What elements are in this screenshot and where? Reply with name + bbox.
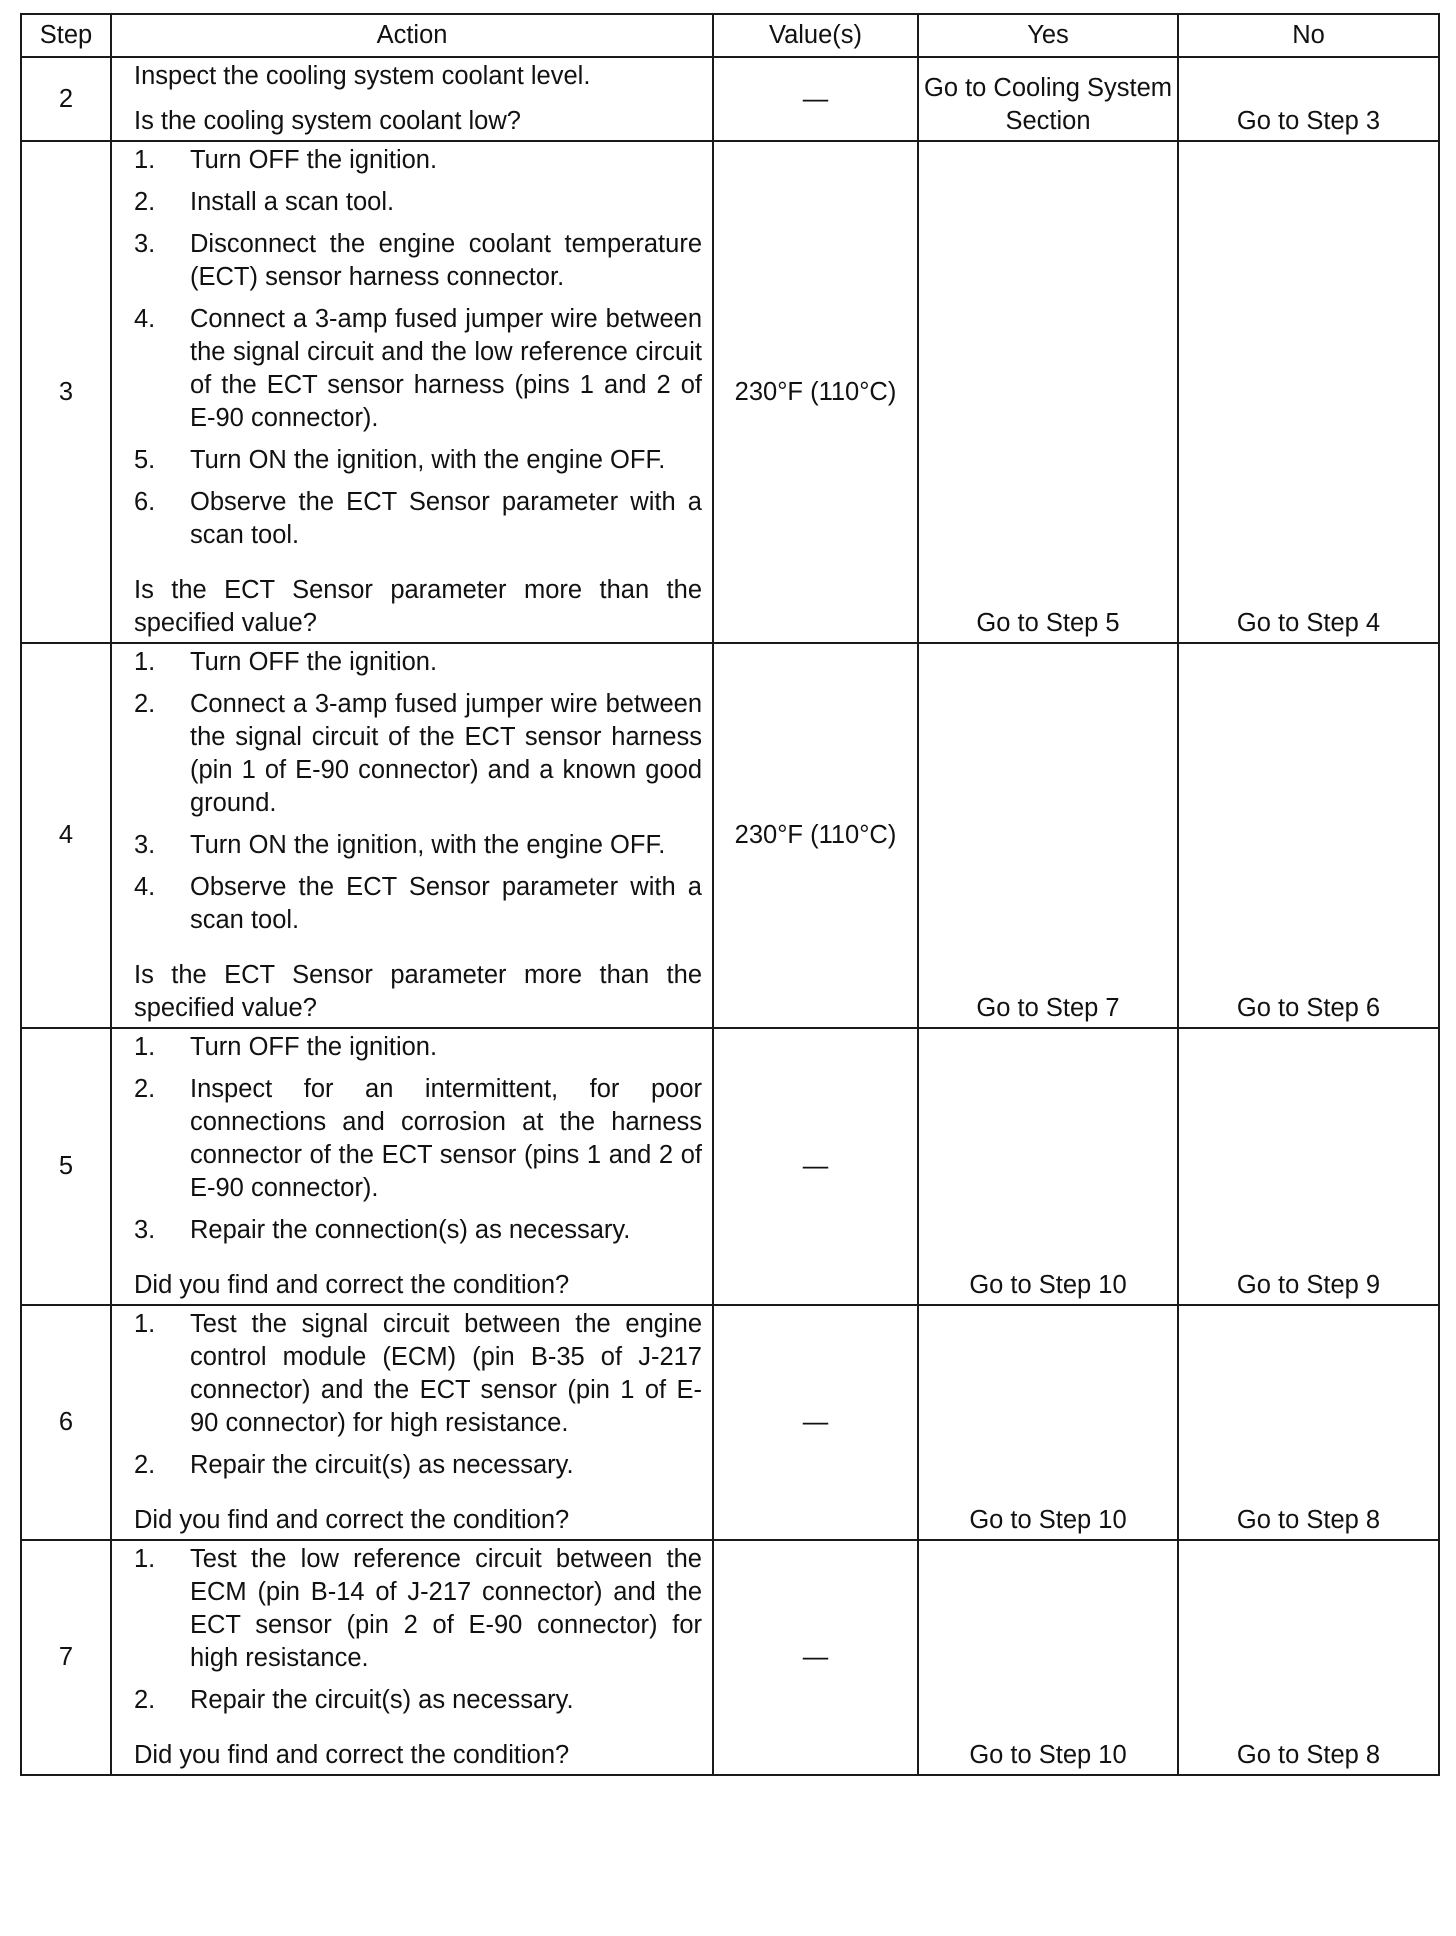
value-cell: — [713,57,918,141]
value-cell: 230°F (110°C) [713,141,918,643]
action-number: 1. [134,1033,156,1061]
yes-cell: Go to Step 10 [918,1305,1178,1540]
yes-cell: Go to Step 5 [918,141,1178,643]
list-item [134,688,702,820]
action-list [134,1308,702,1482]
action-text: Turn OFF the ignition. [190,146,438,174]
action-text: Test the signal circuit between the engine control module (ECM) (pin B-35 of J-217 connector) and the ECT sensor (pin 1 of E-90 connector) for high resistance. [190,1310,702,1437]
action-text: Repair the circuit(s) as necessary. [190,1686,574,1714]
action-question: Did you find and correct the condition? [134,1741,570,1769]
no-cell: Go to Step 8 [1178,1305,1439,1540]
action-text: Turn ON the ignition, with the engine OFF. [190,831,666,859]
no-cell: Go to Step 3 [1178,57,1439,141]
no-cell: Go to Step 4 [1178,141,1439,643]
header-values: Value(s) [713,14,918,57]
no-cell: Go to Step 6 [1178,643,1439,1028]
action-text: Inspect for an intermittent, for poor connections and corrosion at the harness connector of the ECT sensor (pins 1 and 2 of E-90 connector). [190,1075,702,1202]
step-number: 4 [21,643,111,1028]
step-number: 3 [21,141,111,643]
step-number: 7 [21,1540,111,1775]
table-row [21,1305,1439,1540]
action-cell [111,57,713,141]
action-list [134,1543,702,1717]
action-number: 4. [134,305,156,333]
action-text: Turn OFF the ignition. [190,648,438,676]
value-cell: — [713,1305,918,1540]
action-question: Is the ECT Sensor parameter more than the specified value? [134,576,702,637]
header-step: Step [21,14,111,57]
action-cell [111,1540,713,1775]
table-row [21,57,1439,141]
action-number: 1. [134,146,156,174]
action-question: Did you find and correct the condition? [134,1271,570,1299]
action-number: 2. [134,1075,156,1103]
action-number: 2. [134,1451,156,1479]
table-row [21,643,1439,1028]
step-number: 2 [21,57,111,141]
list-item [134,144,702,177]
action-number: 4. [134,873,156,901]
header-action: Action [111,14,713,57]
no-cell: Go to Step 9 [1178,1028,1439,1305]
action-text: Connect a 3-amp fused jumper wire between the signal circuit of the ECT sensor harness (pin 1 of E-90 connector) and a known good ground. [190,690,702,817]
value-cell: — [713,1540,918,1775]
action-list [134,646,702,937]
value-cell: — [713,1028,918,1305]
action-cell [111,1028,713,1305]
step-number: 6 [21,1305,111,1540]
action-number: 6. [134,488,156,516]
action-number: 1. [134,1310,156,1338]
action-number: 2. [134,1686,156,1714]
table-body [21,57,1439,1775]
list-item [134,1031,702,1064]
action-text: Turn ON the ignition, with the engine OFF. [190,446,666,474]
action-question: Is the ECT Sensor parameter more than the specified value? [134,961,702,1022]
list-item [134,444,702,477]
list-item [134,228,702,294]
table-row [21,141,1439,643]
action-list [134,1031,702,1247]
action-number: 3. [134,1216,156,1244]
list-item [134,303,702,435]
action-number: 5. [134,446,156,474]
action-text: Observe the ECT Sensor parameter with a scan tool. [190,488,702,549]
action-text: Observe the ECT Sensor parameter with a scan tool. [190,873,702,934]
table-row [21,1540,1439,1775]
action-text: Disconnect the engine coolant temperature (ECT) sensor harness connector. [190,230,702,291]
header-yes: Yes [918,14,1178,57]
list-item [134,1073,702,1205]
yes-cell: Go to Step 10 [918,1540,1178,1775]
action-number: 1. [134,1545,156,1573]
value-cell: 230°F (110°C) [713,643,918,1028]
action-cell [111,1305,713,1540]
list-item [134,1684,702,1717]
list-item [134,1214,702,1247]
diagnostic-table [20,13,1440,1776]
yes-cell: Go to Step 7 [918,643,1178,1028]
action-number: 3. [134,831,156,859]
list-item [134,1449,702,1482]
action-text: Repair the circuit(s) as necessary. [190,1451,574,1479]
action-cell [111,141,713,643]
list-item [134,646,702,679]
list-item [134,829,702,862]
action-number: 2. [134,690,156,718]
list-item [134,186,702,219]
list-item [134,1543,702,1675]
step-number: 5 [21,1028,111,1305]
header-no: No [1178,14,1439,57]
action-text: Install a scan tool. [190,188,395,216]
yes-cell: Go to Step 10 [918,1028,1178,1305]
action-number: 2. [134,188,156,216]
table-row [21,1028,1439,1305]
action-intro: Inspect the cooling system coolant level. [134,62,591,90]
action-text: Repair the connection(s) as necessary. [190,1216,631,1244]
action-text: Turn OFF the ignition. [190,1033,438,1061]
list-item [134,486,702,552]
action-number: 3. [134,230,156,258]
action-text: Connect a 3-amp fused jumper wire between the signal circuit and the low reference circuit of the ECT sensor harness (pins 1 and 2 of E-90 connector). [190,305,702,432]
list-item [134,1308,702,1440]
action-cell [111,643,713,1028]
action-question: Did you find and correct the condition? [134,1506,570,1534]
yes-cell: Go to Cooling System Section [918,57,1178,141]
action-question: Is the cooling system coolant low? [134,107,521,135]
no-cell: Go to Step 8 [1178,1540,1439,1775]
action-text: Test the low reference circuit between the ECM (pin B-14 of J-217 connector) and the ECT sensor (pin 2 of E-90 connector) for high resistance. [190,1545,702,1672]
header-row [21,14,1439,57]
list-item [134,871,702,937]
action-list [134,144,702,552]
action-number: 1. [134,648,156,676]
